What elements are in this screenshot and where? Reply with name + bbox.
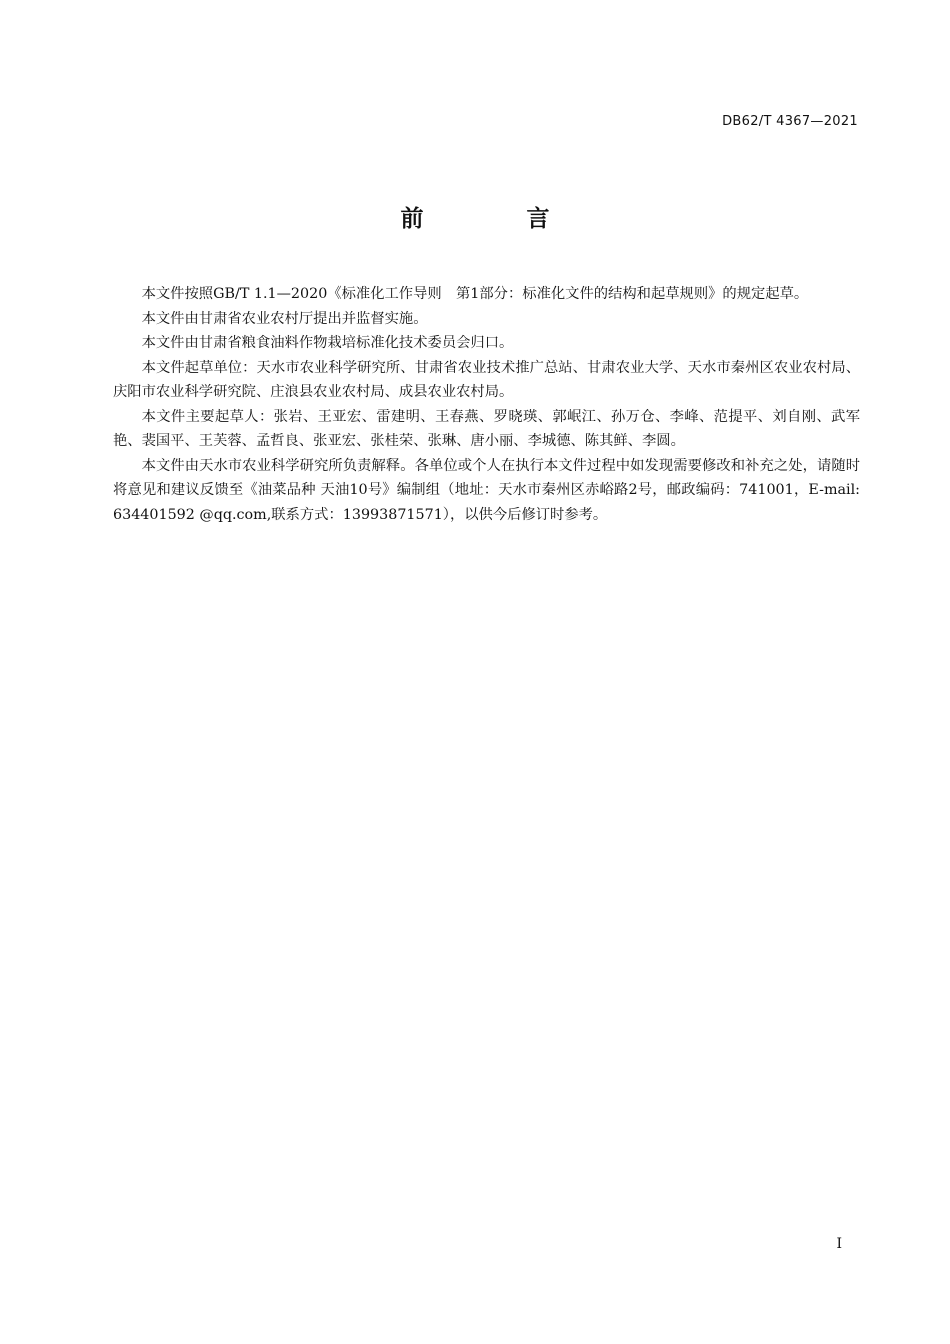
- paragraph-drafting-rules: 本文件按照GB/T 1.1—2020《标准化工作导则 第1部分：标准化文件的结构和起草规则》的规定起草。: [141, 286, 809, 302]
- paragraph-interpretation: 本文件由天水市农业科学研究所负责解释。各单位或个人在执行本文件过程中如发现需要修改和补充之处，请随时将意见和建议反馈至《油菜品种 天油10号》编制组（地址：天水市秦州区赤峪路2号，邮政编码：741001，E-mail: 634401592 @qq.com,联系方式：13993871571），以供今后修订时参考。: [113, 457, 860, 523]
- page-number: I: [836, 1236, 842, 1252]
- document-code: DB62/T 4367—2021: [722, 114, 858, 129]
- paragraph-proposer: 本文件由甘肃省农业农村厅提出并监督实施。: [141, 310, 428, 327]
- paragraph-committee: 本文件由甘肃省粮食油料作物栽培标准化技术委员会归口。: [141, 335, 514, 351]
- paragraph-drafting-units: 本文件起草单位：天水市农业科学研究所、甘肃省农业技术推广总站、甘肃农业大学、天水市秦州区农业农村局、庆阳市农业科学研究院、庄浪县农业农村局、成县农业农村局。: [113, 359, 860, 400]
- page-title: 前 言: [400, 206, 590, 232]
- paragraph-drafters: 本文件主要起草人：张岩、王亚宏、雷建明、王春燕、罗晓瑛、郭岷江、孙万仓、李峰、范提平、刘自刚、武军艳、裴国平、王芙蓉、孟哲良、张亚宏、张桂荣、张琳、唐小丽、李城德、陈其鲜、李圆。: [113, 408, 860, 449]
- foreword-body: [113, 282, 860, 527]
